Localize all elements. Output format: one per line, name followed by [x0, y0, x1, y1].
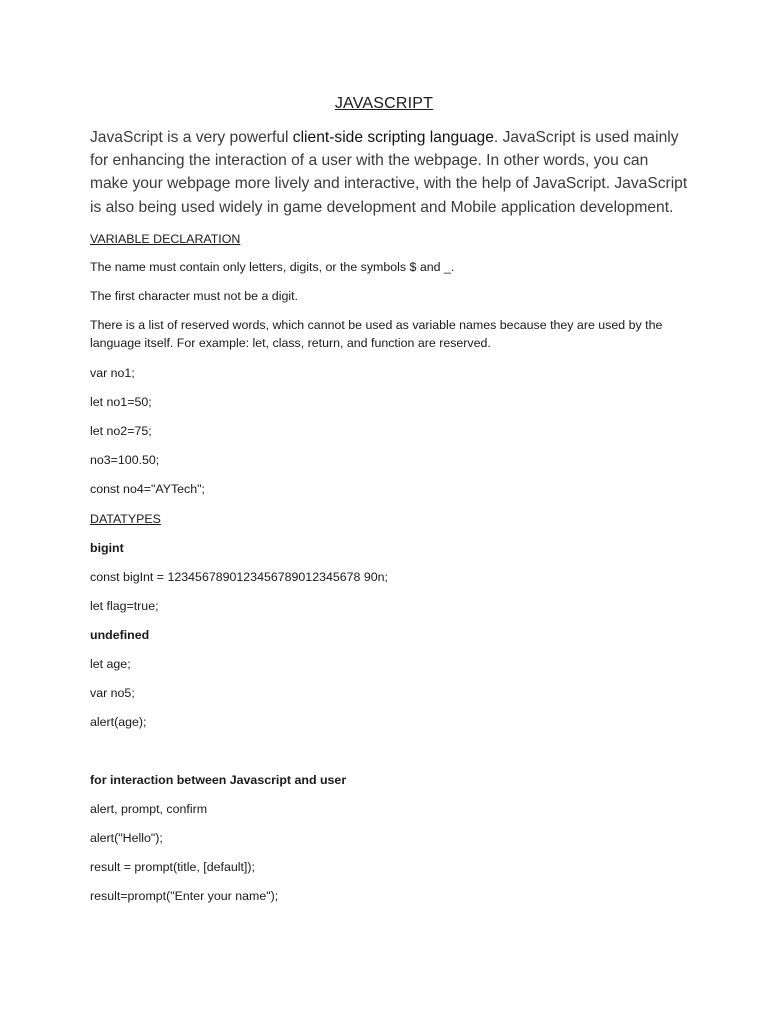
datatypes-heading: DATATYPES [90, 512, 161, 526]
code-line: let age; [90, 657, 131, 671]
intro-highlight: client-side scripting language [292, 129, 494, 146]
code-line: var no1; [90, 366, 135, 380]
code-line: let no2=75; [90, 424, 152, 438]
code-line: var no5; [90, 686, 135, 700]
bigint-heading: bigint [90, 541, 124, 555]
code-line: let flag=true; [90, 599, 159, 613]
code-line: alert(age); [90, 715, 147, 729]
variable-rule-1: The name must contain only letters, digits, or the symbols $ and _. [90, 260, 455, 274]
intro-paragraph [90, 126, 690, 219]
variable-rule-3: There is a list of reserved words, which cannot be used as variable names because they are used by the language itself. For example: let, class, return, and function are reserved. [90, 318, 663, 350]
intro-text-start: JavaScript is a very powerful [90, 129, 293, 146]
intro-text-end: . JavaScript is used mainly for enhancing the interaction of a user with the webpage. In other words, you can make your webpage more lively and interactive, with the help of JavaScript. JavaScript is also being used widely in game development and Mobile application development. [90, 129, 688, 216]
code-line: no3=100.50; [90, 453, 160, 467]
code-line: alert("Hello"); [90, 831, 163, 845]
variable-rule-2: The first character must not be a digit. [90, 289, 298, 303]
code-line: const bigInt = 1234567890123456789012345678 90n; [90, 570, 388, 584]
document-title: JAVASCRIPT [334, 95, 434, 112]
code-line: result=prompt("Enter your name"); [90, 889, 279, 903]
variable-declaration-heading: VARIABLE DECLARATION [90, 232, 241, 246]
code-line: result = prompt(title, [default]); [90, 860, 255, 874]
code-line: alert, prompt, confirm [90, 802, 208, 816]
undefined-heading: undefined [90, 628, 150, 642]
interaction-heading: for interaction between Javascript and user [90, 773, 347, 787]
code-line: let no1=50; [90, 395, 152, 409]
code-line: const no4="AYTech"; [90, 482, 205, 496]
